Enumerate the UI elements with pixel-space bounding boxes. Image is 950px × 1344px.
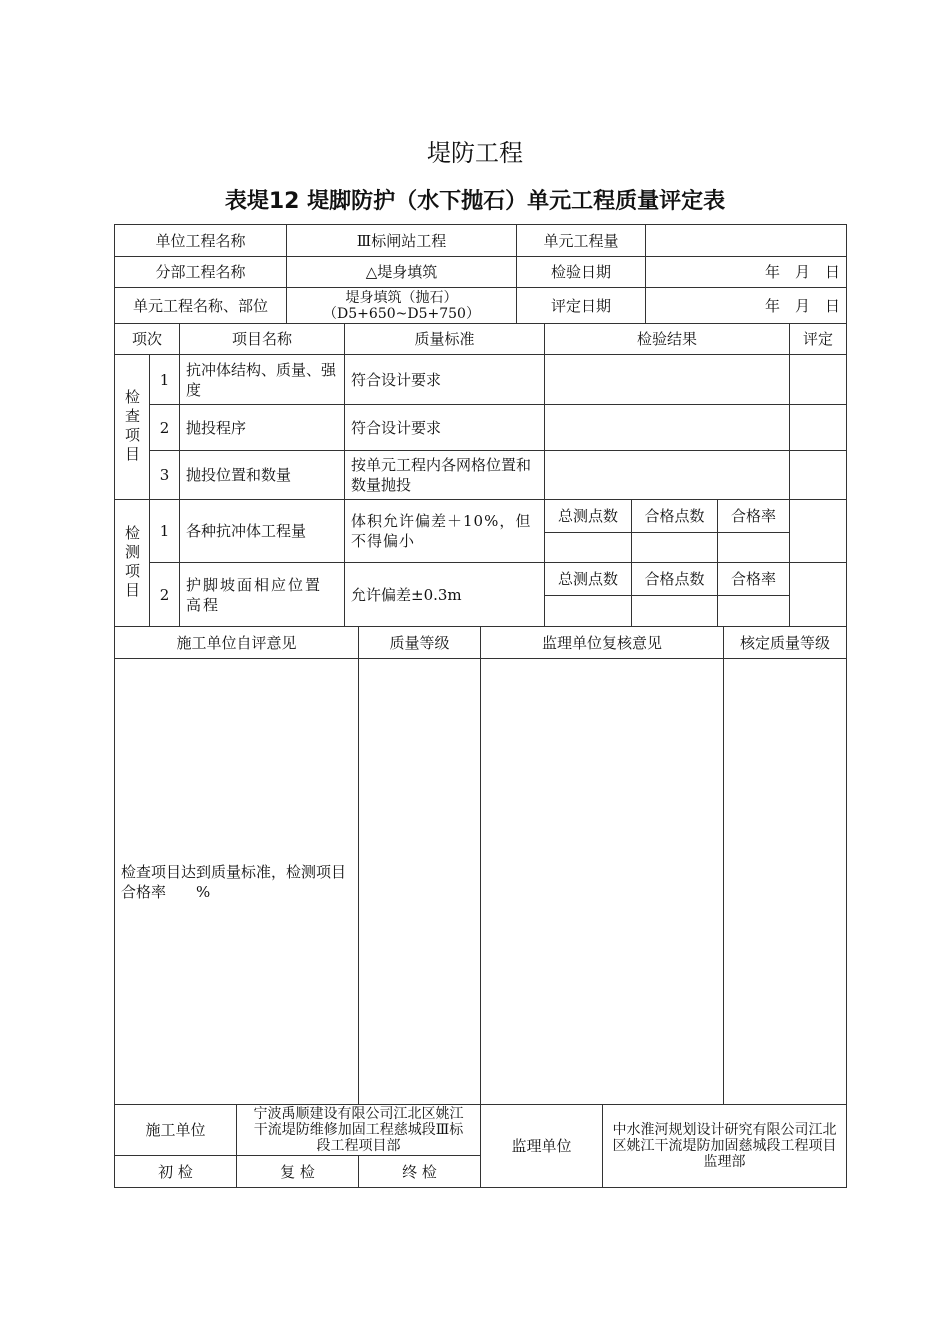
document-title: 表堤12 堤脚防护（水下抛石）单元工程质量评定表 <box>224 189 726 214</box>
label-element: 单元工程名称、部位 <box>114 287 287 324</box>
check-result[interactable] <box>544 404 790 451</box>
supervisor-review-header: 监理单位复核意见 <box>480 626 724 659</box>
value-unit-quantity <box>645 224 847 257</box>
total-points-header: 总测点数 <box>544 562 632 596</box>
label-eval-date: 评定日期 <box>516 287 646 324</box>
value-sub-project: △堤身填筑 <box>286 256 517 288</box>
check-name: 抛投程序 <box>179 404 345 451</box>
col-rating: 评定 <box>789 323 847 355</box>
final-check: 终 检 <box>358 1155 481 1188</box>
supervisor-label: 监理单位 <box>480 1104 603 1188</box>
value-eval-date: 年 月 日 <box>645 287 847 324</box>
supervisor-review-field[interactable] <box>480 658 724 1105</box>
check-rating[interactable] <box>789 404 847 451</box>
label-sub-project: 分部工程名称 <box>114 256 287 288</box>
col-item-no: 项次 <box>114 323 180 355</box>
passed-points-header: 合格点数 <box>631 562 718 596</box>
measure-no: 1 <box>149 499 180 563</box>
passed-points-header: 合格点数 <box>631 499 718 533</box>
check-standard: 符合设计要求 <box>344 354 545 405</box>
check-standard: 按单元工程内各网格位置和数量抛投 <box>344 450 545 500</box>
measure-group-label: 检测项目 <box>114 499 150 627</box>
total-points-value[interactable] <box>544 595 632 627</box>
element-location: （D5+650~D5+750） <box>323 305 480 322</box>
check-group-label: 检查项目 <box>114 354 150 500</box>
check-name: 抛投位置和数量 <box>179 450 345 500</box>
self-eval-header: 施工单位自评意见 <box>114 626 359 659</box>
value-inspection-date: 年 月 日 <box>645 256 847 288</box>
check-result[interactable] <box>544 354 790 405</box>
initial-check: 初 检 <box>114 1155 237 1188</box>
measure-standard: 体积允许偏差＋10%，但不得偏小 <box>344 499 545 563</box>
document-category: 堤防工程 <box>427 139 523 167</box>
final-grade-field[interactable] <box>723 658 847 1105</box>
col-standard: 质量标准 <box>344 323 545 355</box>
check-standard: 符合设计要求 <box>344 404 545 451</box>
pass-rate-header: 合格率 <box>717 562 790 596</box>
label-inspection-date: 检验日期 <box>516 256 646 288</box>
label-unit-quantity: 单元工程量 <box>516 224 646 257</box>
label-unit-project: 单位工程名称 <box>114 224 287 257</box>
check-rating[interactable] <box>789 354 847 405</box>
passed-points-value[interactable] <box>631 595 718 627</box>
pass-rate-value[interactable] <box>717 532 790 563</box>
check-no: 1 <box>149 354 180 405</box>
value-unit-project: Ⅲ标闸站工程 <box>286 224 517 257</box>
col-item-name: 项目名称 <box>179 323 345 355</box>
self-eval-text[interactable]: 检查项目达到质量标准，检测项目合格率 % <box>114 658 359 1105</box>
total-points-header: 总测点数 <box>544 499 632 533</box>
check-name: 抗冲体结构、质量、强度 <box>179 354 345 405</box>
check-result[interactable] <box>544 450 790 500</box>
measure-standard: 允许偏差±0.3m <box>344 562 545 627</box>
contractor-name: 宁波禹顺建设有限公司江北区姚江干流堤防维修加固工程慈城段Ⅲ标段工程项目部 <box>236 1104 481 1156</box>
pass-rate-header: 合格率 <box>717 499 790 533</box>
measure-rating[interactable] <box>789 499 847 563</box>
measure-no: 2 <box>149 562 180 627</box>
measure-name: 各种抗冲体工程量 <box>179 499 345 563</box>
passed-points-value[interactable] <box>631 532 718 563</box>
contractor-label: 施工单位 <box>114 1104 237 1156</box>
check-no: 2 <box>149 404 180 451</box>
col-result: 检验结果 <box>544 323 790 355</box>
recheck: 复 检 <box>236 1155 359 1188</box>
total-points-value[interactable] <box>544 532 632 563</box>
pass-rate-value[interactable] <box>717 595 790 627</box>
element-name: 堤身填筑（抛石） <box>345 289 458 306</box>
final-grade-header: 核定质量等级 <box>723 626 847 659</box>
measure-name: 护脚坡面相应位置高程 <box>179 562 345 627</box>
quality-grade-header: 质量等级 <box>358 626 481 659</box>
supervisor-name: 中水淮河规划设计研究有限公司江北区姚江干流堤防加固慈城段工程项目监理部 <box>602 1104 847 1188</box>
check-no: 3 <box>149 450 180 500</box>
measure-rating[interactable] <box>789 562 847 627</box>
value-element <box>286 287 517 324</box>
check-rating[interactable] <box>789 450 847 500</box>
quality-grade-field[interactable] <box>358 658 481 1105</box>
